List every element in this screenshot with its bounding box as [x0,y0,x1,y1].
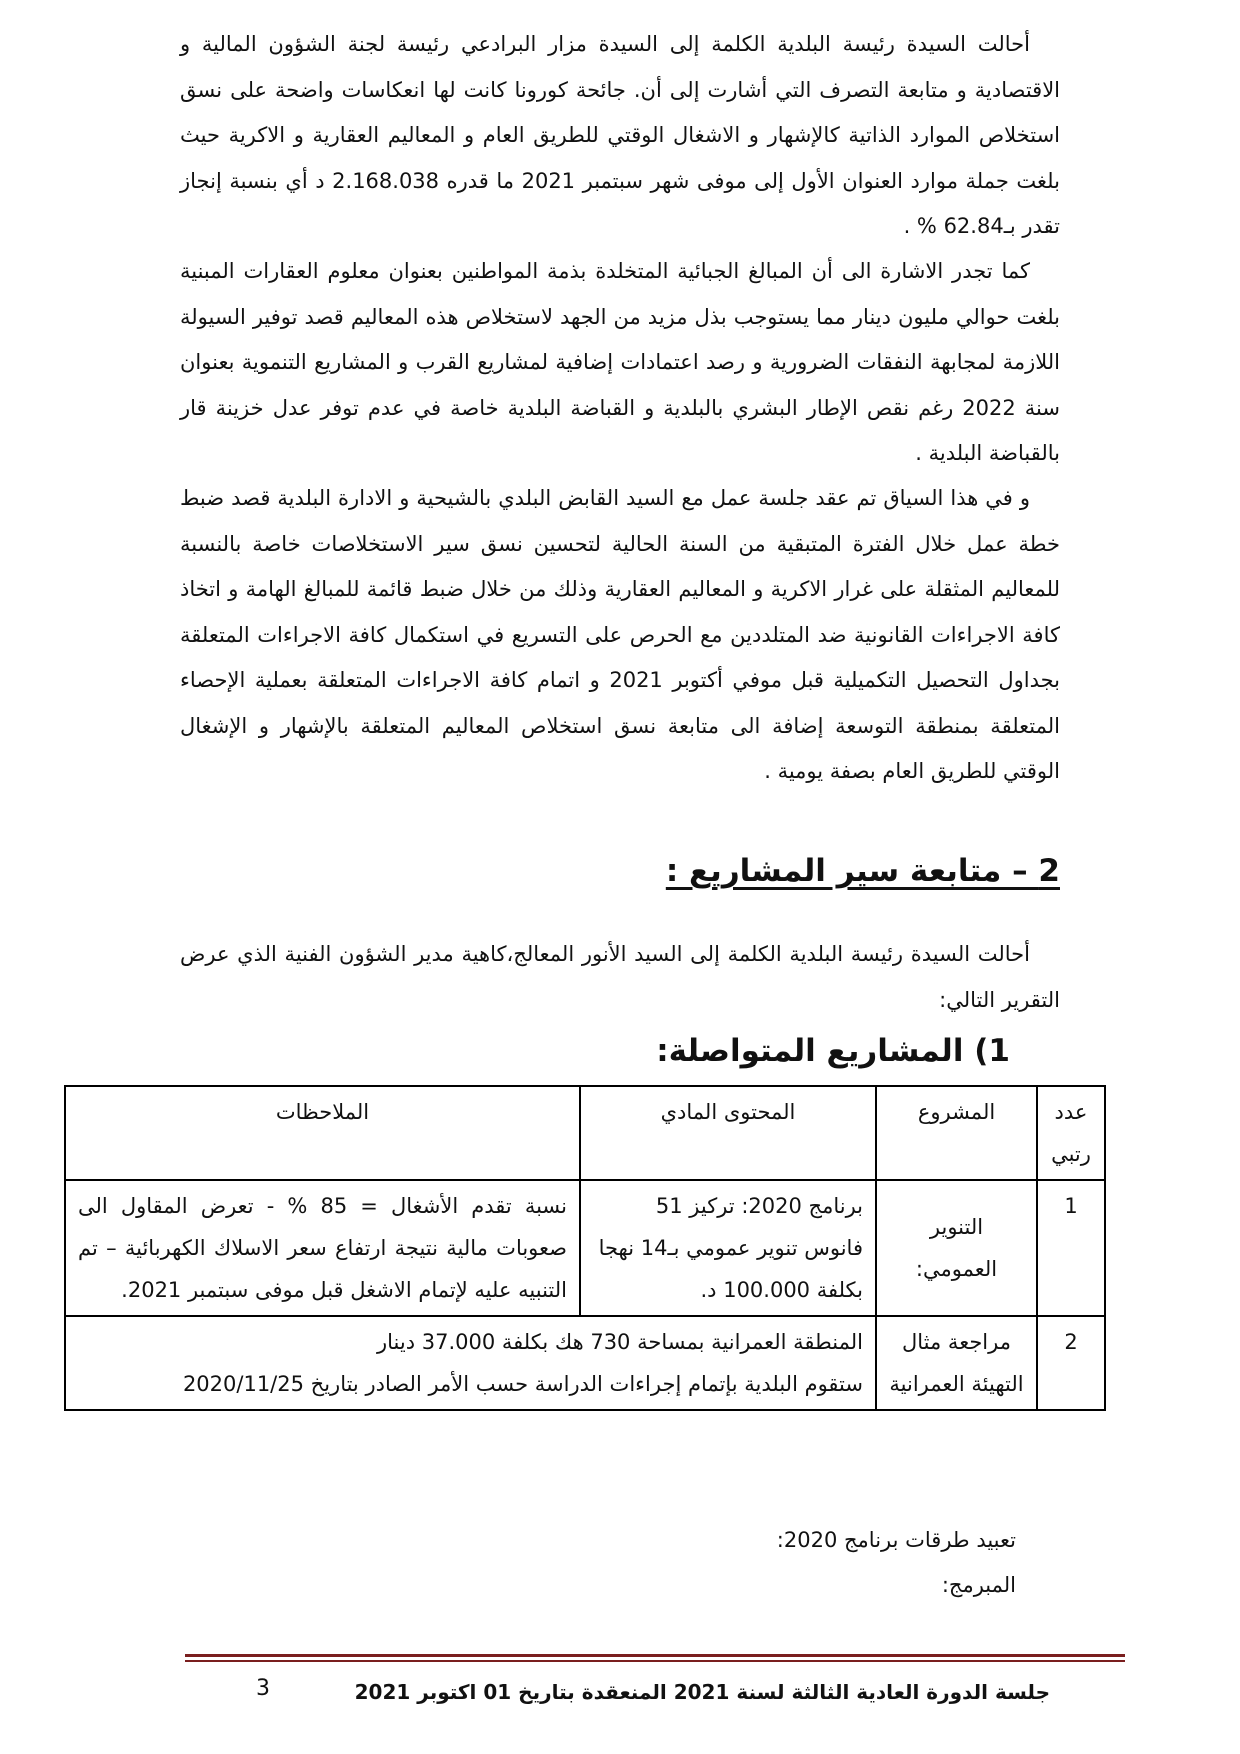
subheading-ongoing-projects: 1) المشاريع المتواصلة: [656,1033,1010,1069]
paragraph-text: أحالت السيدة رئيسة البلدية الكلمة إلى السيد الأنور المعالج،كاهية مدير الشؤون الفنية الذي عرض التقرير التالي: [180,942,1060,1012]
row-project: التنوير العمومي: [876,1180,1037,1316]
row-project: مراجعة مثال التهيئة العمرانية [876,1316,1037,1410]
row-number: 1 [1037,1180,1105,1316]
roads-program-line: تعبيد طرقات برنامج 2020: [776,1528,1016,1552]
section-heading-projects: 2 – متابعة سير المشاريع : [665,853,1060,889]
header-cell-number: عدد رتبي [1037,1086,1105,1180]
paragraph-collection-plan [180,476,1060,795]
footer-session-text: جلسة الدورة العادية الثالثة لسنة 2021 المنعقدة بتاريخ 01 اكتوبر 2021 [354,1680,1050,1704]
table-row [65,1316,1105,1410]
paragraph-tax-arrears [180,249,1060,477]
footer-rule-thin [185,1660,1125,1662]
footer-rule [185,1654,1125,1657]
header-cell-project: المشروع [876,1086,1037,1180]
paragraph-finance-committee [180,22,1060,250]
header-cell-notes: الملاحظات [65,1086,580,1180]
paragraph-technical-report [180,932,1060,1023]
paragraph-text: كما تجدر الاشارة الى أن المبالغ الجبائية المتخلدة بذمة المواطنين بعنوان معلوم العقارات المبنية بلغت حوالي مليون دينار مما يستوجب بذل مزيد من الجهد لاستخلاص هذه المعاليم قصد توفير السيولة اللازمة لمجابهة النفقات الضرورية و رصد اعتمادات إضافية لمشاريع القرب و المشاريع التنموية بعنوان سنة 2022 رغم نقص الإطار البشري بالبلدية و القباضة البلدية خاصة في عدم توفر عدل خزينة قار بالقباضة البلدية . [180,259,1060,465]
paragraph-text: و في هذا السياق تم عقد جلسة عمل مع السيد القابض البلدي بالشيحية و الادارة البلدية قصد ضبط خطة عمل خلال الفترة المتبقية من السنة الحالية لتحسين نسق سير الاستخلاصات خاصة بالنسبة للمعاليم المثقلة على غرار الاكرية و المعاليم العقارية وذلك من خلال ضبط قائمة للمبالغ الهامة و اتخاذ كافة الاجراءات القانونية ضد المتلددين مع الحرص على التسريع في استكمال كافة الاجراءات المتعلقة بجداول التحصيل التكميلية قبل موفي أكتوبر 2021 و اتمام كافة الاجراءات المتعلقة بعملية الإحصاء المتعلقة بمنطقة التوسعة إضافة الى متابعة نسق استخلاص المعاليم المتعلقة بالإشهار و الإشغال الوقتي للطريق العام بصفة يومية . [180,486,1060,783]
planned-label: المبرمج: [941,1573,1016,1597]
row-notes: نسبة تقدم الأشغال = 85 % - تعرض المقاول الى صعوبات مالية نتيجة ارتفاع سعر الاسلاك الكهربائية – تم التنبيه عليه لإتمام الاشغل قبل موفى سبتمبر 2021. [65,1180,580,1316]
row-content: برنامج 2020: تركيز 51 فانوس تنوير عمومي بـ14 نهجا بكلفة 100.000 د. [580,1180,876,1316]
row-content-line: ستقوم البلدية بإتمام إجراءات الدراسة حسب الأمر الصادر بتاريخ 2020/11/25 [182,1372,863,1396]
row-number: 2 [1037,1316,1105,1410]
page-number: 3 [256,1676,270,1701]
table-row [65,1180,1105,1316]
paragraph-text: أحالت السيدة رئيسة البلدية الكلمة إلى السيدة مزار البرادعي رئيسة لجنة الشؤون المالية و الاقتصادية و متابعة التصرف التي أشارت إلى أن. جائحة كورونا كانت لها انعكاسات واضحة على نسق استخلاص الموارد الذاتية كالإشهار و الاشغال الوقتي للطريق العام و المعاليم العقارية و الاكرية حيث بلغت جملة موارد العنوان الأول إلى موفى شهر سبتمبر 2021 ما قدره 2.168.038 د أي بنسبة إنجاز تقدر بـ62.84 % . [180,32,1060,238]
row-content-line: المنطقة العمرانية بمساحة 730 هك بكلفة 37.000 دينار [377,1330,863,1354]
projects-table [64,1085,1106,1411]
row-merged-content [65,1316,876,1410]
header-cell-content: المحتوى المادي [580,1086,876,1180]
table-header-row [65,1086,1105,1180]
